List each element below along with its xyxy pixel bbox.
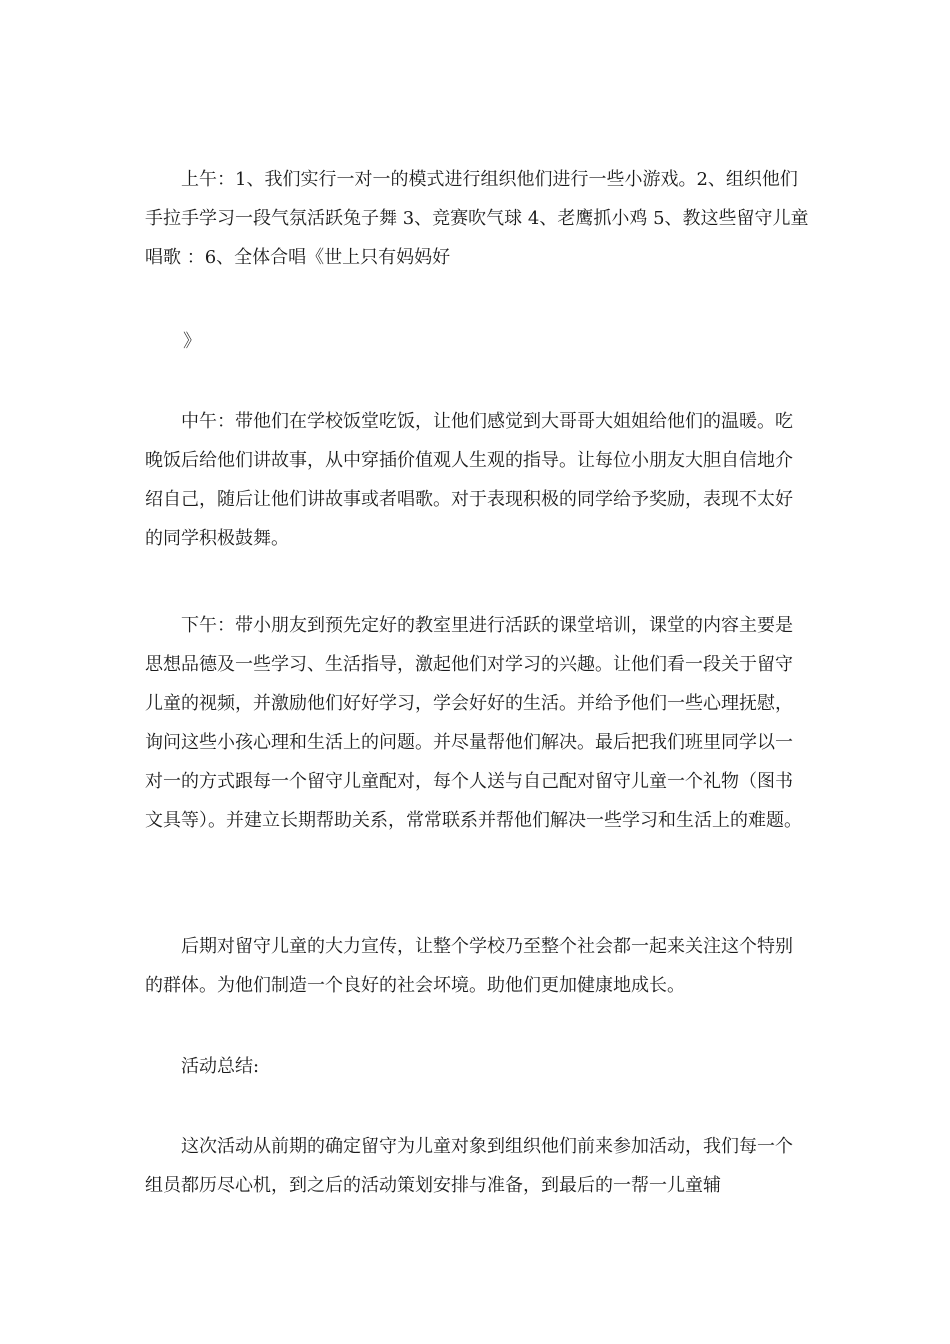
paragraph-morning: 上午：1、我们实行一对一的模式进行组织他们进行一些小游戏。2、组织他们手拉手学习一段气氛活跃兔子舞 3、竞赛吹气球 4、老鹰抓小鸡 5、教这些留守儿童唱歌 ：6、全体合唱《世上只有妈妈好 (145, 169, 809, 268)
paragraph-noon: 中午：带他们在学校饭堂吃饭，让他们感觉到大哥哥大姐姐给他们的温暖。吃晚饭后给他们讲故事，从中穿插价值观人生观的指导。让每位小朋友大胆自信地介绍自己，随后让他们讲故事或者唱歌。对于表现积极的同学给予奖励，表现不太好的同学积极鼓舞。 (145, 411, 793, 549)
paragraph-afternoon: 下午：带小朋友到预先定好的教室里进行活跃的课堂培训，课堂的内容主要是思想品德及一些学习、生活指导，激起他们对学习的兴趣。让他们看一段关于留守儿童的视频，并激励他们好好学习，学会好好的生活。并给予他们一些心理抚慰，询问这些小孩心理和生活上的问题。并尽量帮他们解决。最后把我们班里同学以一对一的方式跟每一个留守儿童配对，每个人送与自己配对留守儿童一个礼物（图书文具等）。并建立长期帮助关系，常常联系并帮他们解决一些学习和生活上的难题。 (145, 615, 802, 831)
paragraph-publicity: 后期对留守儿童的大力宣传，让整个学校乃至整个社会都一起来关注这个特别的群体。为他们制造一个良好的社会坏境。助他们更加健康地成长。 (145, 936, 793, 996)
paragraph-closing-quote: 》 (183, 331, 201, 352)
paragraph-summary: 这次活动从前期的确定留守为儿童对象到组织他们前来参加活动，我们每一个组员都历尽心机，到之后的活动策划安排与准备，到最后的一帮一儿童辅 (145, 1136, 793, 1196)
section-heading-summary: 活动总结: (181, 1056, 260, 1077)
